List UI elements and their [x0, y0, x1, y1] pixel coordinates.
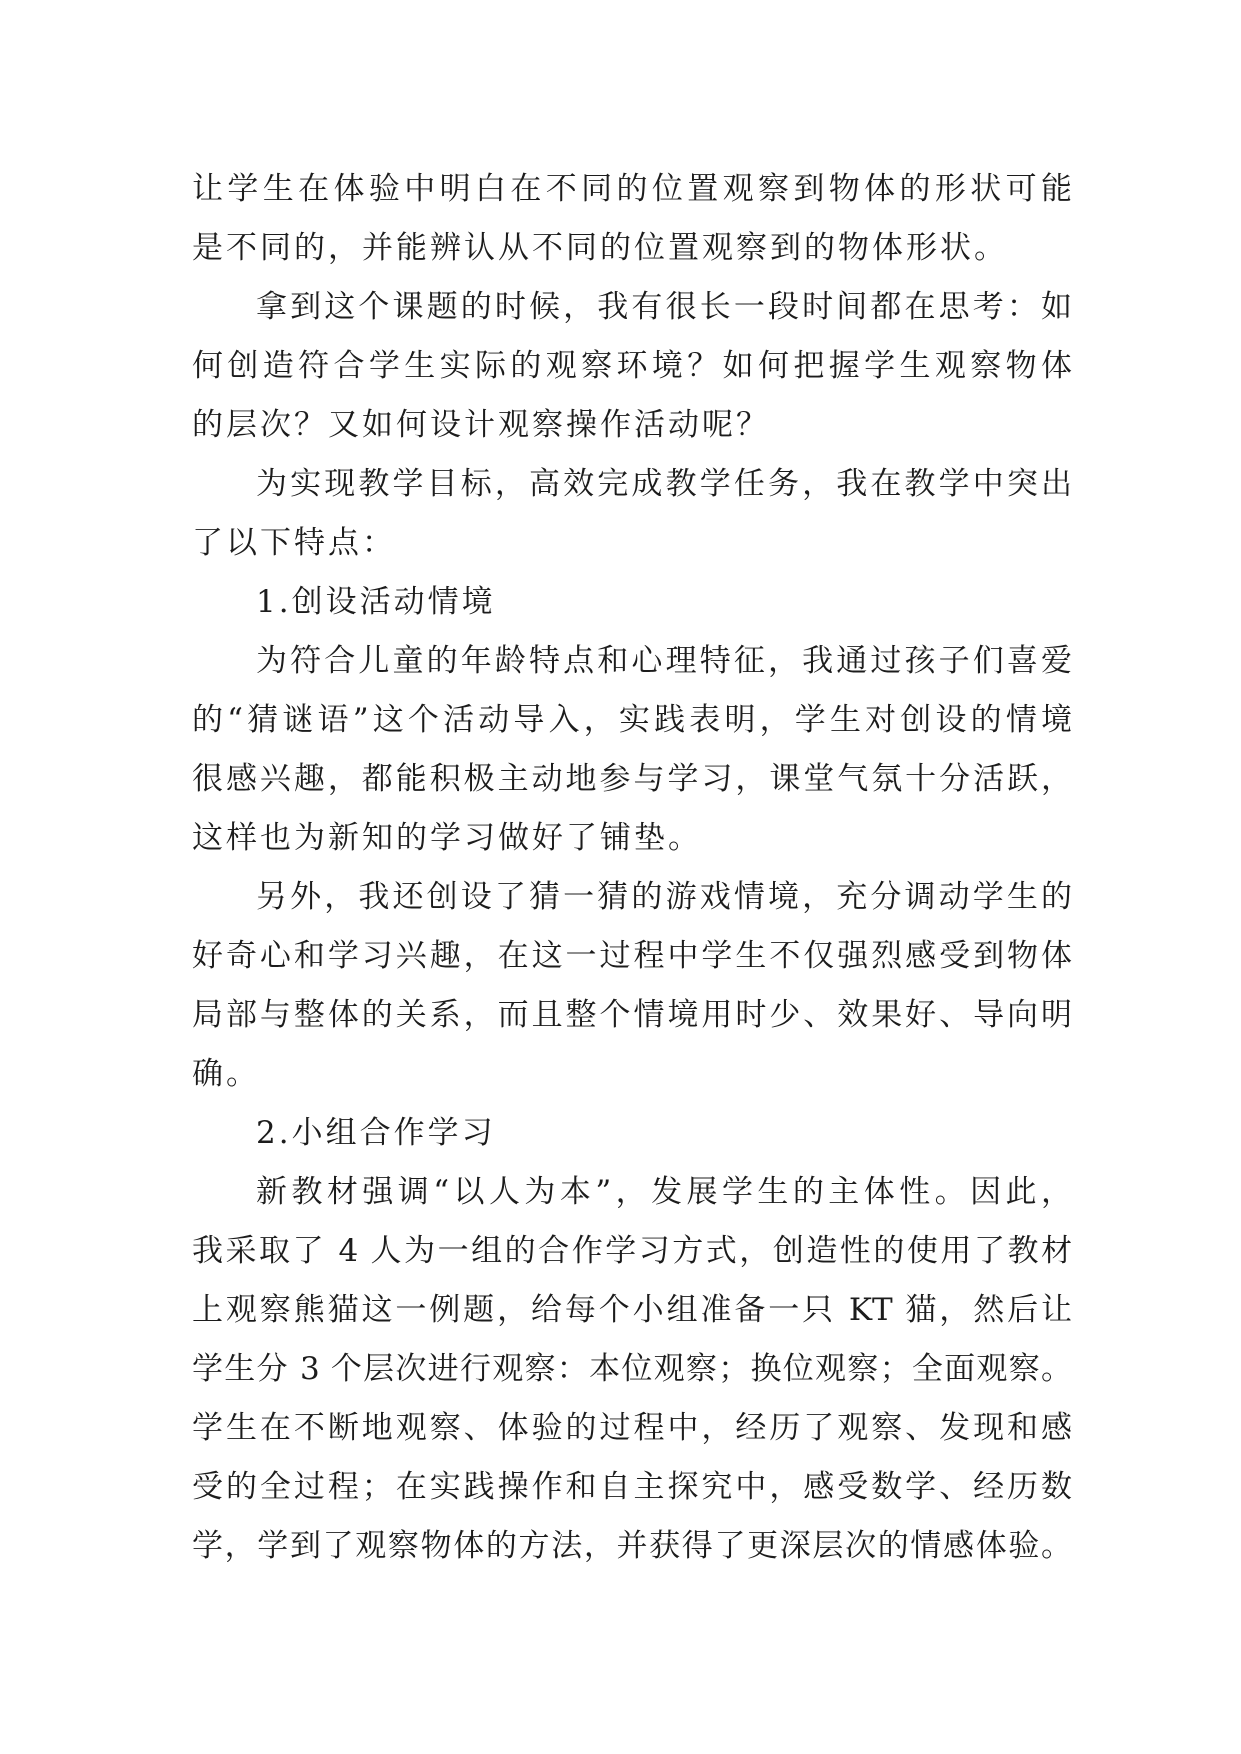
text-line: 这样也为新知的学习做好了铺垫。 — [192, 820, 702, 856]
text-line: 受的全过程；在实践操作和自主探究中，感受数学、经历数 — [192, 1469, 1072, 1505]
text-line: 为实现教学目标，高效完成教学任务，我在教学中突出 — [256, 466, 1072, 502]
text-line: 学生在不断地观察、体验的过程中，经历了观察、发现和感 — [192, 1410, 1072, 1446]
text-line: 何创造符合学生实际的观察环境？如何把握学生观察物体 — [192, 348, 1072, 384]
text-line: 上观察熊猫这一例题，给每个小组准备一只 KT 猫，然后让 — [192, 1292, 1072, 1328]
text-line: 2.小组合作学习 — [256, 1115, 496, 1151]
text-line: 另外，我还创设了猜一猜的游戏情境，充分调动学生的 — [256, 879, 1072, 915]
text-line: 确。 — [192, 1056, 260, 1092]
text-line: 为符合儿童的年龄特点和心理特征，我通过孩子们喜爱 — [256, 643, 1072, 679]
text-line: 局部与整体的关系，而且整个情境用时少、效果好、导向明 — [192, 997, 1072, 1033]
text-line: 1.创设活动情境 — [256, 584, 496, 620]
text-line: 的层次？又如何设计观察操作活动呢？ — [192, 407, 770, 443]
text-line: 新教材强调“以人为本”，发展学生的主体性。因此， — [256, 1174, 1072, 1210]
text-line: 我采取了 4 人为一组的合作学习方式，创造性的使用了教材 — [192, 1233, 1072, 1269]
text-line: 很感兴趣，都能积极主动地参与学习，课堂气氛十分活跃， — [192, 761, 1072, 797]
text-line: 学，学到了观察物体的方法，并获得了更深层次的情感体验。 — [192, 1528, 1072, 1564]
text-line: 学生分 3 个层次进行观察：本位观察；换位观察；全面观察。 — [192, 1351, 1072, 1387]
text-line: 好奇心和学习兴趣，在这一过程中学生不仅强烈感受到物体 — [192, 938, 1072, 974]
document-body — [192, 160, 1072, 1576]
text-line: 让学生在体验中明白在不同的位置观察到物体的形状可能 — [192, 171, 1072, 207]
text-line: 了以下特点： — [192, 525, 396, 561]
text-line: 的“猜谜语”这个活动导入，实践表明，学生对创设的情境 — [192, 702, 1072, 738]
text-line: 是不同的，并能辨认从不同的位置观察到的物体形状。 — [192, 230, 1008, 266]
text-line: 拿到这个课题的时候，我有很长一段时间都在思考：如 — [256, 289, 1072, 325]
